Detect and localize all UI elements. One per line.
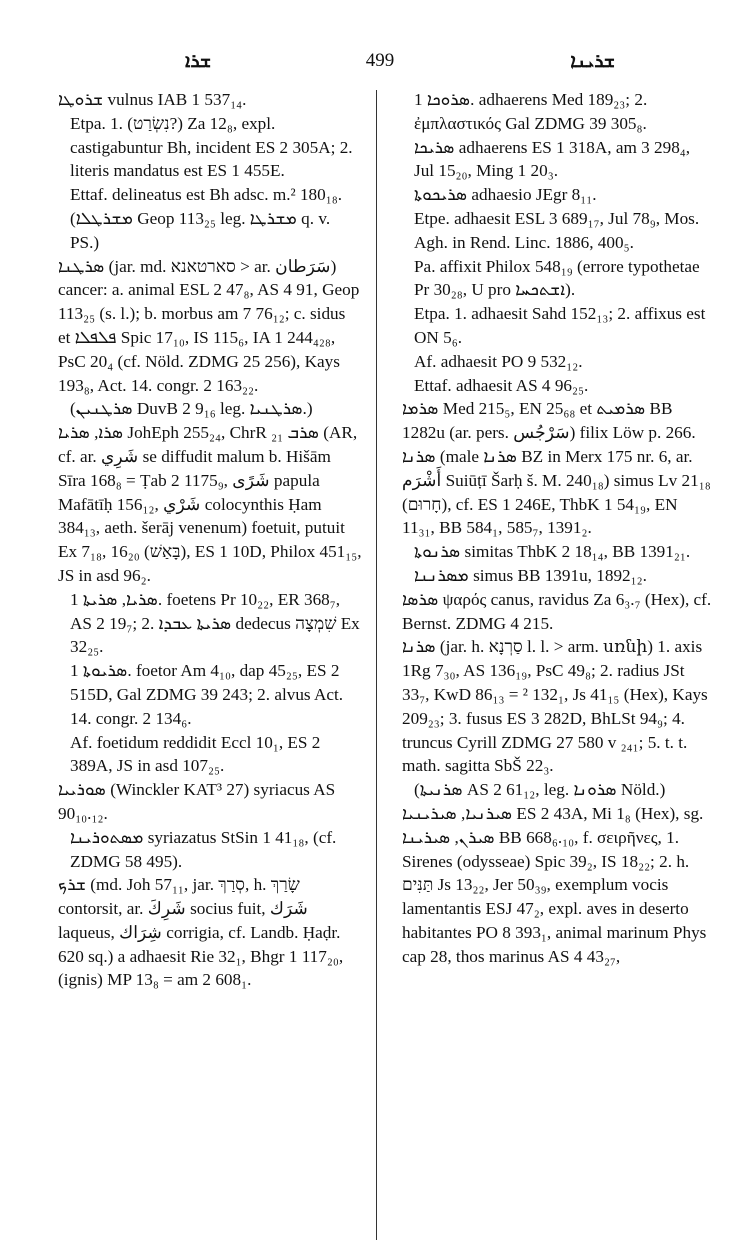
sub-entry: ܣܪܝܐ, ܣܪܝܬܐ 1. foetens Pr 10₂₂, ER 368₇, AS 2 19₇; 2. ܣܪܝܬܐ ܥܒܕܐ dedecus שִׁמְצָה Ex 32₂₅. <box>70 589 360 657</box>
dictionary-entry: ܣܘܪܝܝܐ (Winckler KAT³ 27) syriacus AS 90₁₀.₁₂. <box>58 780 336 823</box>
sub-entry: (ܡܫܪܛܠܐ Geop 113₂₅ leg. ܡܫܪܛܐ q. v. PS.) <box>70 208 331 252</box>
dictionary-entry: ܫܪܘܛܐ vulnus IAB 1 537₁₄. <box>58 90 247 109</box>
dictionary-entry: ܫܪܟ (md. Joh 57₁₁, jar. סְרַךְ, h. שָׂרַךְ contorsit, ar. شَرِكَ socius fuit, شَرَك laqueus, شِرَاك corrigia, cf. Landb. Ḥaḍr. 620 sq.) a adhaesit Rie 32₁, Bhgr 1 117₂₀, (ignis) MP 13₈ = am 2 608₁. <box>58 875 344 990</box>
sub-entry: ܡܣܬܘܪܝܢܐ syriazatus StSin 1 41₁₈, (cf. ZDMG 58 495). <box>70 827 337 871</box>
sub-entry: Ettaf. delineatus est Bh adsc. m.² 180₁₈. <box>70 185 343 205</box>
running-header <box>95 44 665 80</box>
sub-entry: ܣܪܝܟܐ adhaerens ES 1 318A, am 3 298₄, Jul 15₂₀, Ming 1 20₃. <box>414 137 691 181</box>
dictionary-entry: ܣܪܢܐ (jar. h. סַרְנָא l. l. > arm. սռնի) 1. axis 1Rg 7₃₀, AS 136₁₉, PsC 49₈; 2. radius JSt 33₇, KwD 86₁₃ = ² 132₁, Js 41₁₅ (Hex), Kays 209₂₃; 3. fusus ES 3 282D, BhLSt 94₉; 4. truncus Cyrill ZDMG 27 580 v ₂₄₁; 5. t. t. math. sagitta SbŠ 22₃. <box>402 637 708 776</box>
sub-entry: ܣܪܘܟܐ 1. adhaerens Med 189₂₃; 2. ἐμπλαστικός Gal ZDMG 39 305₈. <box>414 90 648 133</box>
sub-entry: Etpa. 1. (נִשְׂרַט?) Za 12₈, expl. castigabuntur Bh, incident ES 2 305A; 2. literis mandatus est ES 1 455E. <box>70 113 353 181</box>
sub-entry: ܣܪܝܟܘܬܐ adhaesio JEgr 8₁₁. <box>414 185 597 205</box>
sub-entry: Pa. affixit Philox 548₁₉ (errore typothetae Pr 30₂₈, U pro ܐܫܬܟܚܐ). <box>414 256 700 300</box>
sub-entry: Etpa. 1. adhaesit Sahd 152₁₃; 2. affixus est ON 5₆. <box>414 304 706 347</box>
sub-entry: (ܣܪܛܢܝܢ DuvB 2 9₁₆ leg. ܣܪܛܢܝܐ.) <box>70 399 313 419</box>
sub-entry: Af. foetidum reddidit Eccl 10₁, ES 2 389A, JS in asd 107₂₅. <box>70 732 321 776</box>
dictionary-entry: ܣܪܡܐ Med 215₅, EN 25₆₈ et ܣܪܡܝܬ BB 1282u (ar. pers. سَرْجُس) filix Löw p. 266. <box>402 399 696 443</box>
sub-entry: (ܣܪܢܝܬܐ AS 2 61₁₂, leg. ܣܪܘܢܐ Nöld.) <box>414 780 666 800</box>
sub-entry: Ettaf. adhaesit AS 4 96₂₅. <box>414 375 589 395</box>
header-left-word: ܫܪܐ <box>185 50 212 72</box>
dictionary-entry: ܣܪܛܢܐ (jar. md. סארטאנא > ar. سَرَطان) cancer: a. animal ESL 2 47₈, AS 4 91, Geop 113₂₅ (s. l.); b. morbus am 7 76₁₂; c. sidus et ܦܠܦܠܐ Spic 17₁₀, IS 115₆, IA 1 244₄₂₈, PsC 20₄ (cf. Nöld. ZDMG 25 256), Kays 193₈, Act. 14. congr. 2 163₂₂. <box>58 256 360 395</box>
left-column <box>50 88 362 992</box>
sub-entry: Etpe. adhaesit ESL 3 689₁₇, Jul 78₉, Mos. Agh. in Rend. Linc. 1886, 400₅. <box>414 208 700 252</box>
dictionary-entry: ܣܪܣܐ ψαρός canus, ravidus Za 6₃.₇ (Hex), cf. Bernst. ZDMG 4 215. <box>402 589 712 633</box>
sub-entry: Af. adhaesit PO 9 532₁₂. <box>414 351 583 371</box>
header-right-word: ܫܪܝܢܐ <box>570 50 615 72</box>
sub-entry: ܣܪܢܘܬܐ simitas ThbK 2 18₁₄, BB 1391₂₁. <box>414 542 691 562</box>
dictionary-entry: ܣܪܢܐ (male ܣܪܢܐ BZ in Merx 175 nr. 6, ar. أَشْرَم Suiūṭī Šarḥ š. M. 240₁₈) simus Lv 21₁₈ (חָרוּם), cf. ES 1 246E, ThbK 1 54₁₉, EN 11₃₁, BB 584₁, 585₇, 1391₂. <box>402 446 711 538</box>
sub-entry: ܣܪܝܘܬܐ 1. foetor Am 4₁₀, dap 45₂₅, ES 2 515D, Gal ZDMG 39 243; 2. alvus Act. 14. congr. 2 134₆. <box>70 661 344 728</box>
page-number: 499 <box>365 50 395 71</box>
right-column <box>394 88 714 968</box>
dictionary-entry: ܣܪܐ, ܣܪܝܐ JohEph 255₂₄, ChrR ܣܪܒ ₂₁ (AR, cf. ar. شَرِي se diffudit malum b. Hišām Sīra 168₈ = Ṭab 2 1175₉, شَرًى papula Mafātīḥ 156₁₂, شَرْي colocynthis Ḥam 384₁₃, aeth. šerāj venenum) foetuit, putuit Ex 7₁₈, 16₂₀ (בָּאַשׁ), ES 1 10D, Philox 451₁₅, JS in asd 96₂. <box>58 423 362 585</box>
column-divider <box>376 90 377 1240</box>
sub-entry: ܡܣܪܢܢܐ simus BB 1391u, 1892₁₂. <box>414 565 647 585</box>
dictionary-entry: ܣܝܪܢܝܐ, ܣܝܪܝܢܝܐ ES 2 43A, Mi 1₈ (Hex), sg. ܣܝܪܢ, ܣܝܪܝܢܐ BB 668₆.₁₀, f. σειρῆνες, 1. Sirenes (odysseae) Spic 39₂, IS 18₂₂; 2. h. תַּנִּים Js 13₂₂, Jer 50₃₉, exemplum vocis lamentantis ESJ 47₂, expl. aves in deserto habitantes PO 8 393₁, animal marinum Phys cap 28, thos marinus AS 4 43₂₇, <box>402 803 707 966</box>
